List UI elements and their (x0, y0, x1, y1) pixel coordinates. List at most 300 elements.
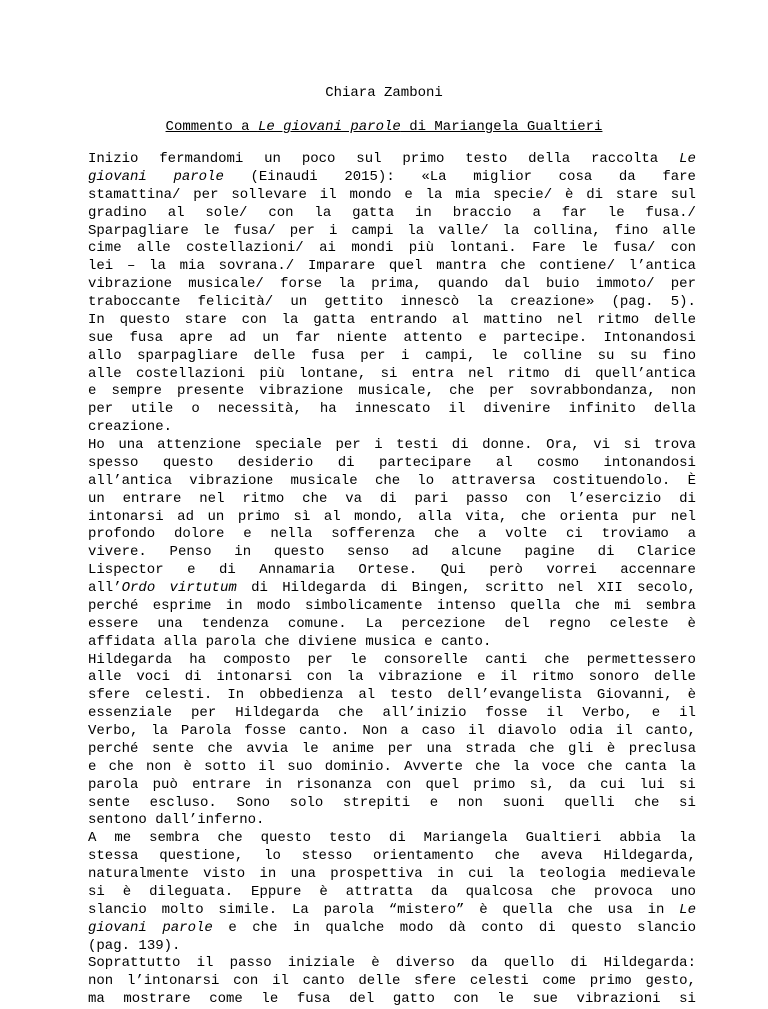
word: questo (571, 919, 622, 936)
word: fusa (129, 329, 164, 346)
word: sentono (88, 812, 147, 829)
word: parola (88, 776, 139, 793)
word: me (114, 830, 132, 847)
word: mia (179, 258, 205, 275)
word: niente (336, 329, 388, 346)
word: Imparare (307, 258, 376, 275)
word: il (448, 401, 466, 418)
word: Ortese. (358, 562, 418, 579)
word: valle/ (438, 222, 489, 239)
word: i (374, 437, 383, 453)
text-line (88, 741, 696, 759)
word: consorelle (383, 651, 468, 668)
word: che (264, 633, 290, 650)
word: testi (396, 437, 439, 453)
word: che (550, 883, 577, 900)
word: nel (557, 311, 583, 328)
word: suoni (502, 794, 545, 811)
word: felicità/ (197, 294, 274, 310)
word: musicale (290, 472, 358, 489)
word: giovani (88, 919, 147, 936)
word: suo (287, 758, 313, 775)
word: parole (173, 168, 224, 185)
word: non (88, 973, 114, 990)
text-line (88, 276, 696, 294)
word: donne. (482, 437, 533, 453)
word: entrare (192, 776, 251, 793)
word: poco (301, 151, 336, 167)
word: diavolo (497, 723, 557, 739)
text-line (88, 473, 696, 491)
word: 2015): (344, 168, 395, 185)
word: scritto (484, 580, 544, 596)
word: la (679, 830, 696, 847)
word: a (400, 723, 409, 739)
word: quel (425, 776, 460, 793)
word: si (679, 991, 696, 1008)
word: va (345, 490, 363, 507)
word: e (477, 669, 486, 686)
word: Sono (236, 794, 271, 811)
word: sonoro (588, 669, 640, 686)
word: e (243, 526, 252, 543)
word: divenire (483, 401, 551, 418)
word: il (679, 705, 696, 722)
word: modo (399, 919, 434, 936)
word: sente (88, 794, 131, 811)
word: una (290, 866, 316, 882)
word: con (233, 973, 259, 990)
word: perché (88, 597, 139, 614)
word: (pag. (88, 937, 131, 954)
word: far (561, 204, 587, 221)
word: di (586, 186, 603, 203)
word: intonarsi (88, 508, 164, 525)
word: Ora, (546, 437, 580, 453)
word: Hildegarda (282, 580, 367, 596)
word: sul (670, 186, 696, 203)
word: e (424, 633, 433, 650)
word: stare (184, 311, 227, 328)
word: e (651, 705, 661, 722)
word: è (122, 883, 132, 900)
word: apre (179, 329, 213, 346)
word: per (191, 705, 217, 722)
word: i (401, 347, 410, 364)
word: da (569, 776, 586, 793)
word: la (346, 669, 364, 686)
word: preclusa (628, 740, 696, 757)
word: Ho (88, 437, 105, 453)
word: vita, (465, 508, 508, 525)
word: come (209, 991, 243, 1008)
word: le (607, 204, 625, 221)
word: escluso. (149, 794, 217, 811)
word: naturalmente (88, 866, 189, 882)
word: conto (481, 919, 524, 936)
word: per (88, 401, 114, 418)
word: che (449, 383, 475, 400)
word: che (500, 258, 526, 275)
word: in (293, 919, 310, 936)
word: le (497, 991, 515, 1008)
word: alla (418, 508, 452, 525)
word: voce (541, 758, 576, 775)
word: passo (465, 490, 508, 507)
word: con (386, 776, 412, 793)
word: lontane, (299, 365, 367, 382)
word: stare (615, 186, 658, 203)
word: stamattina/ (88, 186, 181, 203)
word: quel (388, 258, 423, 275)
word: dominio. (324, 758, 392, 775)
word: fosse (485, 705, 528, 722)
word: Hildegarda: (603, 955, 696, 972)
word: in (436, 866, 454, 882)
word: partecipe. (503, 329, 588, 346)
word: si (623, 437, 641, 453)
word: ha (189, 651, 206, 668)
word: nel (199, 490, 225, 507)
word: che (252, 919, 278, 936)
word: innescato (354, 401, 431, 418)
text-line (88, 258, 696, 276)
word: lo (417, 472, 435, 489)
word: odia (569, 723, 603, 739)
word: fusa (311, 347, 345, 364)
word: volte (505, 526, 548, 543)
word: non (457, 794, 483, 811)
word: le (349, 651, 367, 668)
word: primo (237, 508, 280, 525)
word: celeste (609, 615, 669, 632)
word: buio (545, 276, 580, 293)
text-line (88, 830, 696, 848)
word: senso (347, 544, 390, 561)
word: dolore (174, 526, 225, 543)
word: la (502, 222, 520, 239)
word: Hildegarda, (603, 848, 696, 865)
word: i (328, 222, 338, 239)
text-line (88, 491, 696, 509)
word: in (234, 544, 252, 561)
word: Giovanni, (596, 687, 673, 704)
word: è (687, 615, 696, 632)
word: Avverte (404, 758, 463, 775)
word: le (202, 222, 220, 239)
word: e (187, 562, 196, 579)
word: una (118, 437, 144, 453)
text-line (88, 383, 696, 401)
word: sembra (645, 597, 696, 614)
word: canta (624, 758, 667, 775)
word: sempre (111, 383, 162, 400)
text-line (88, 294, 696, 312)
word: questo (119, 311, 171, 328)
word: giovani (88, 168, 147, 185)
word: prima, (371, 276, 422, 293)
word: sotto (204, 758, 247, 775)
word: il (319, 186, 337, 203)
word: Hildegarda (235, 705, 320, 722)
word: gesto, (645, 973, 696, 990)
text-line (88, 616, 696, 634)
author-name: Chiara Zamboni (325, 85, 443, 101)
word: di (379, 490, 397, 507)
word: della (528, 151, 571, 167)
word: con (241, 311, 267, 328)
word: allo (88, 347, 122, 364)
document-body (88, 151, 696, 1009)
word: vorrei (546, 562, 597, 579)
word: e (429, 794, 439, 811)
word: simbolicamente (304, 597, 423, 614)
word: sì, (529, 776, 555, 793)
text-line (88, 884, 696, 902)
word: anime (332, 740, 375, 757)
word: strada (465, 740, 516, 757)
word: spesso (88, 454, 139, 471)
word: di (251, 580, 268, 596)
word: si (679, 776, 696, 793)
word: risonanza (296, 776, 372, 793)
word: In (227, 687, 245, 704)
word: e (88, 758, 97, 775)
word: del (504, 615, 530, 632)
word: gradino (88, 204, 147, 221)
text-line (88, 955, 696, 973)
word: attento (403, 329, 463, 346)
word: mondo (349, 186, 392, 203)
word: primo (589, 973, 632, 990)
word: di (380, 580, 398, 596)
word: come (542, 973, 577, 990)
word: sovrana./ (218, 258, 295, 275)
word: di (597, 544, 615, 561)
word: musica (365, 633, 416, 650)
word: forse (280, 276, 323, 293)
word: gatta (352, 204, 395, 221)
word: Parola (180, 723, 232, 739)
word: Qui (440, 562, 466, 579)
word: non (146, 758, 172, 775)
word: dal (504, 276, 530, 293)
word: canto (302, 973, 345, 990)
word: a (532, 204, 541, 221)
word: di (388, 830, 406, 847)
word: più (408, 240, 434, 257)
word: gatto (392, 991, 435, 1008)
text-line (88, 169, 696, 187)
word: nel (670, 508, 696, 525)
word: presente (176, 383, 245, 400)
word: quella (510, 597, 561, 614)
word: desiderio (237, 454, 314, 471)
word: Eppure (251, 883, 302, 900)
word: la (507, 866, 525, 882)
word: caso (421, 723, 456, 739)
word: la (281, 311, 299, 328)
word: questione, (159, 848, 244, 865)
document-title (0, 118, 768, 136)
text-line (88, 795, 696, 813)
word: questo (162, 454, 214, 471)
word: esprime (152, 597, 212, 614)
word: iniziale (287, 955, 356, 972)
word: immoto/ (595, 276, 655, 293)
word: traboccante (88, 294, 181, 310)
word: entrare (122, 490, 182, 507)
word: fino (662, 347, 696, 364)
word: Annamaria (259, 562, 335, 579)
word: un (262, 329, 280, 346)
word: il (546, 705, 564, 722)
word: Bingen, (411, 580, 471, 596)
word: speciale (254, 437, 322, 453)
word: si (380, 365, 398, 382)
word: è (687, 687, 696, 704)
word: alle (88, 365, 122, 382)
word: con (670, 240, 696, 257)
text-line (88, 938, 696, 956)
word: fusa/ (233, 222, 276, 239)
word: Intonandosi (603, 329, 696, 346)
word: aveva (540, 848, 583, 865)
word: costellazioni (135, 365, 246, 382)
word: comune. (287, 615, 347, 632)
word: per (387, 740, 413, 757)
word: al (358, 687, 376, 704)
word: innescò (400, 294, 460, 310)
word: per (335, 437, 361, 453)
word: fare (662, 168, 696, 185)
word: affidata (88, 633, 156, 650)
word: modo (257, 597, 291, 614)
word: che (520, 508, 547, 525)
word: slancio (88, 901, 147, 918)
word: la (314, 204, 332, 221)
word: sovrabbondanza, (529, 383, 656, 400)
word: diviene (298, 633, 357, 650)
word: vi (593, 437, 611, 453)
word: In (88, 311, 105, 328)
word: con (268, 204, 294, 221)
word: virtutum (169, 580, 237, 596)
word: e (478, 329, 487, 346)
word: all’antica (88, 472, 173, 489)
word: simile. (218, 901, 278, 918)
word: quella (502, 901, 553, 918)
word: Clarice (637, 544, 696, 561)
word: sfere (414, 973, 457, 990)
word: cui (468, 866, 494, 882)
word: celesti. (145, 687, 213, 704)
word: fusa/ (613, 240, 656, 257)
word: vibrazione (189, 472, 274, 489)
word: ritmo (507, 365, 550, 382)
word: al (323, 508, 341, 525)
word: in (647, 901, 665, 918)
word: di (563, 365, 581, 382)
word: parole (162, 919, 213, 936)
word: per (289, 222, 315, 239)
word: il (615, 723, 633, 739)
word: delle (653, 311, 696, 328)
word: con (306, 669, 332, 686)
word: pari (414, 490, 449, 507)
word: ad (411, 544, 429, 561)
text-line (88, 634, 696, 652)
word: le (261, 991, 279, 1008)
word: fino (614, 222, 649, 239)
word: ha (319, 401, 337, 418)
word: necessità, (217, 401, 302, 418)
text-line (88, 312, 696, 330)
word: «La (421, 168, 447, 185)
word: che (574, 597, 601, 614)
word: che (207, 740, 233, 757)
word: far (295, 329, 321, 346)
word: La (365, 615, 383, 632)
word: un (88, 490, 105, 507)
word: al (451, 311, 469, 328)
word: di (337, 454, 355, 471)
word: prospettiva (330, 866, 423, 882)
word: si (88, 883, 105, 900)
word: che (529, 740, 555, 757)
word: qualche (325, 919, 385, 936)
word: la (476, 294, 494, 310)
word: e (228, 919, 237, 936)
word: la (149, 258, 166, 275)
word: Fare (532, 240, 566, 257)
word: raccolta (591, 151, 659, 167)
word: mondo, (354, 508, 405, 525)
word: campi (351, 222, 394, 239)
word: primo (402, 151, 445, 167)
word: è (479, 901, 488, 918)
word: Inizio (88, 151, 139, 167)
word: ritmo (597, 311, 640, 328)
word: profondo (88, 526, 156, 543)
word: visto (203, 866, 246, 882)
text-line (88, 401, 696, 419)
word: che (544, 651, 570, 668)
word: sole/ (205, 204, 248, 221)
word: solo (289, 794, 324, 811)
word: infinito (568, 401, 636, 418)
word: attraversa (451, 472, 536, 489)
text-line (88, 509, 696, 527)
text-line (88, 580, 696, 598)
word: la (338, 276, 356, 293)
word: fermandomi (159, 151, 244, 167)
word: cui (600, 776, 626, 793)
word: a (477, 526, 487, 543)
word: lui (639, 776, 665, 793)
word: Soprattutto (88, 955, 181, 972)
word: troviamo (601, 526, 669, 543)
word: Sparpagliare (88, 222, 189, 239)
word: dà (448, 919, 466, 936)
word: del (349, 991, 375, 1008)
word: Le (679, 151, 696, 167)
word: 5). (670, 294, 696, 310)
word: in (259, 866, 277, 882)
word: sofferenza (331, 526, 416, 543)
word: in (265, 776, 282, 793)
word: composto (223, 651, 291, 668)
